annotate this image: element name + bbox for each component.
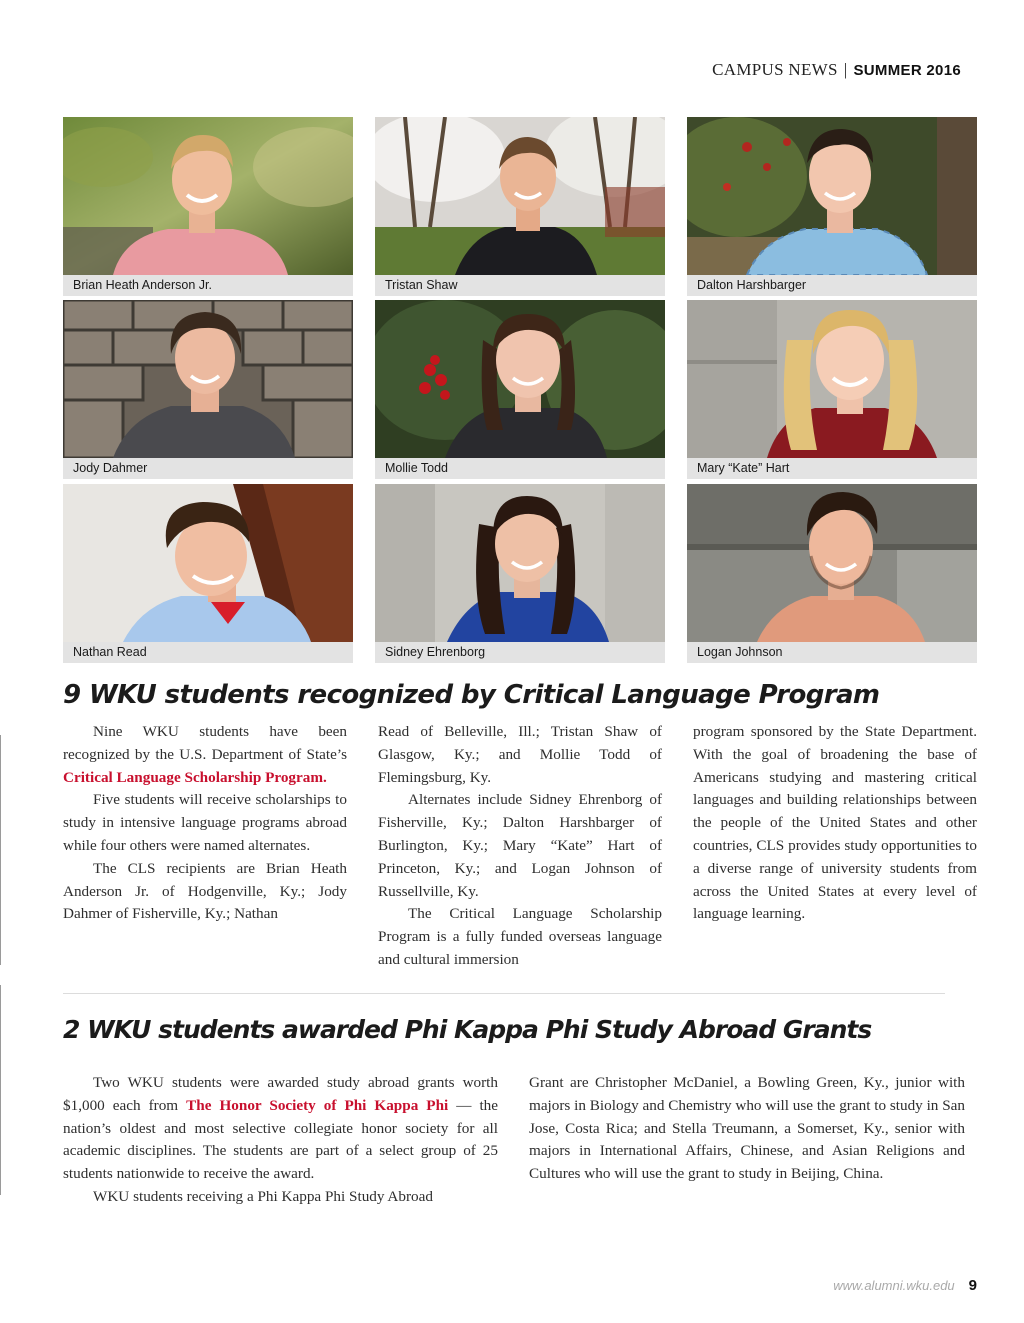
portrait-photo	[375, 484, 665, 642]
article-column	[378, 721, 662, 972]
student-photo-card	[63, 300, 353, 481]
article-column	[529, 1072, 965, 1186]
photo-caption: Logan Johnson	[687, 642, 977, 663]
photo-caption: Sidney Ehrenborg	[375, 642, 665, 663]
paragraph	[63, 721, 347, 789]
page-footer	[833, 1277, 977, 1295]
article-column	[63, 1072, 498, 1209]
photo-caption: Dalton Harshbarger	[687, 275, 977, 296]
photo-caption: Brian Heath Anderson Jr.	[63, 275, 353, 296]
paragraph: program sponsored by the State Department. With the goal of broadening the base of Americans studying and mastering critical languages and building relationships between the people of the United States and other countries, CLS provides study opportunities to a diverse range of university students from across the United States at every level of language learning.	[693, 723, 977, 923]
student-photo-card	[687, 300, 977, 481]
portrait-photo	[375, 117, 665, 275]
photo-caption: Tristan Shaw	[375, 275, 665, 296]
paragraph: The CLS recipients are Brian Heath Anderson Jr. of Hodgenville, Ky.; Jody Dahmer of Fisherville, Ky.; Nathan	[63, 859, 347, 923]
article-column	[63, 721, 347, 926]
portrait-photo	[375, 300, 665, 458]
margin-rule	[0, 735, 1, 965]
student-photo-grid	[63, 117, 977, 664]
paragraph: Grant are Christopher McDaniel, a Bowling Green, Ky., junior with majors in Biology and Chemistry who will use the grant to study in San Jose, Costa Rica; and Stella Treumann, a Somerset, Ky., senior with majors in International Affairs, Chinese, and Asian Religions and Cultures who will use the grant to study in Beijing, China.	[529, 1074, 965, 1183]
portrait-photo	[687, 117, 977, 275]
article-headline-cls: 9 WKU students recognized by Critical Language Program	[63, 680, 880, 710]
cls-program-link[interactable]: Critical Language Scholarship Program.	[63, 768, 327, 786]
article-column	[693, 721, 977, 926]
student-photo-card	[687, 484, 977, 664]
paragraph	[63, 1072, 498, 1186]
issue-label: SUMMER 2016	[853, 62, 961, 79]
margin-rule	[0, 985, 1, 1195]
article-headline-phi-kappa-phi: 2 WKU students awarded Phi Kappa Phi Study Abroad Grants	[63, 1015, 872, 1044]
page-number: 9	[968, 1277, 977, 1294]
paragraph: Five students will receive scholarships to study in intensive language programs abroad while four others were named alternates.	[63, 791, 347, 854]
photo-caption: Jody Dahmer	[63, 458, 353, 479]
section-name: CAMPUS NEWS	[712, 60, 838, 79]
paragraph-text: Nine WKU students have been recognized by the U.S. Department of State’s	[63, 723, 347, 763]
student-photo-card	[375, 484, 665, 664]
paragraph: The Critical Language Scholarship Program is a fully funded overseas language and cultural immersion	[378, 905, 662, 968]
portrait-photo	[687, 484, 977, 642]
student-photo-card	[687, 117, 977, 297]
photo-caption: Mollie Todd	[375, 458, 665, 479]
photo-caption: Mary “Kate” Hart	[687, 458, 977, 479]
paragraph: Alternates include Sidney Ehrenborg of Fisherville, Ky.; Dalton Harshbarger of Burlington, Ky.; Mary “Kate” Hart of Princeton, Ky.; and Logan Johnson of Russellville, Ky.	[378, 791, 662, 900]
running-header	[712, 60, 961, 84]
photo-caption: Nathan Read	[63, 642, 353, 663]
student-photo-card	[375, 300, 665, 481]
article-divider	[63, 993, 945, 994]
phi-kappa-phi-link[interactable]: The Honor Society of Phi Kappa Phi	[186, 1096, 449, 1114]
website-url[interactable]: www.alumni.wku.edu	[833, 1278, 955, 1293]
paragraph-text: — the nation’s oldest and most selective collegiate honor society for all academic disciplines. The students are part of a select group of 25 students nationwide to receive the award.	[63, 1096, 499, 1183]
portrait-photo	[687, 300, 977, 458]
header-separator: |	[843, 60, 848, 79]
paragraph: Read of Belleville, Ill.; Tristan Shaw of Glasgow, Ky.; and Mollie Todd of Flemingsburg, Ky.	[378, 723, 662, 786]
student-photo-card	[63, 484, 353, 664]
student-photo-card	[375, 117, 665, 297]
student-photo-card	[63, 117, 353, 297]
paragraph-text: Two WKU students were awarded study abroad grants worth $1,000 each from	[63, 1074, 498, 1114]
portrait-photo	[63, 300, 353, 458]
portrait-photo	[63, 117, 353, 275]
paragraph: WKU students receiving a Phi Kappa Phi Study Abroad	[93, 1187, 433, 1205]
portrait-photo	[63, 484, 353, 642]
